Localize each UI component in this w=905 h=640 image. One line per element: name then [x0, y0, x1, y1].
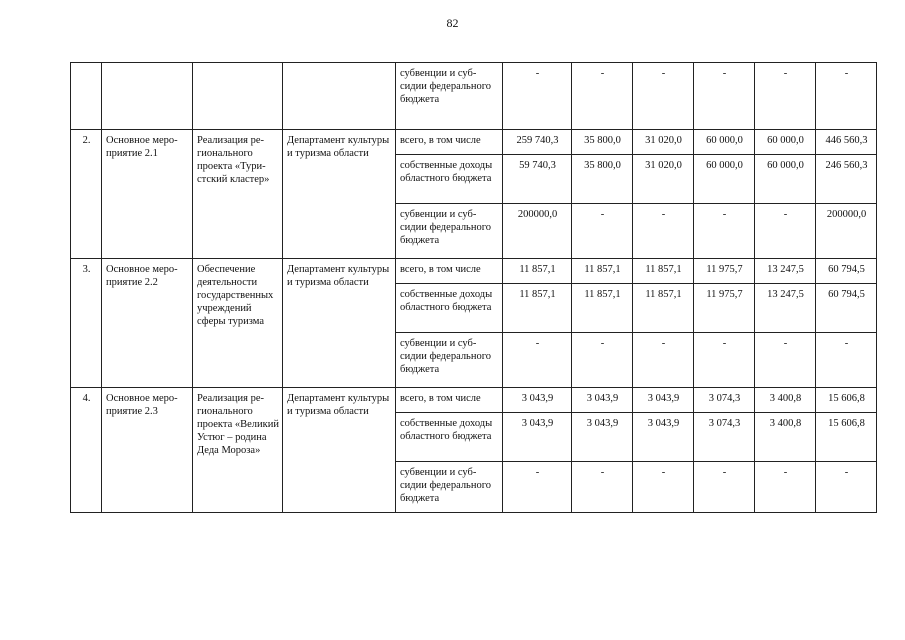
- value-cell: -: [755, 63, 816, 130]
- value-cell: 60 794,5: [816, 284, 877, 333]
- value-cell: -: [755, 333, 816, 388]
- source-cell: всего, в том числе: [396, 388, 503, 413]
- value-cell: 3 074,3: [694, 388, 755, 413]
- value-cell: -: [755, 204, 816, 259]
- value-cell: -: [816, 462, 877, 513]
- value-cell: 11 857,1: [503, 284, 572, 333]
- continuation-row: [71, 63, 877, 130]
- name-cell: Реализация регионального проекта «Туристский кластер»: [193, 130, 283, 259]
- value-cell: 13 247,5: [755, 259, 816, 284]
- num-cell: [71, 63, 102, 130]
- num-cell: 4.: [71, 388, 102, 513]
- value-cell: 15 606,8: [816, 388, 877, 413]
- source-cell: субвенции и субсидии федерального бюджета: [396, 333, 503, 388]
- value-cell: 13 247,5: [755, 284, 816, 333]
- value-cell: 200000,0: [816, 204, 877, 259]
- value-cell: 60 000,0: [755, 130, 816, 155]
- value-cell: -: [816, 333, 877, 388]
- value-cell: 3 400,8: [755, 413, 816, 462]
- value-cell: 31 020,0: [633, 130, 694, 155]
- source-cell: всего, в том числе: [396, 259, 503, 284]
- value-cell: 11 857,1: [633, 259, 694, 284]
- value-cell: -: [572, 462, 633, 513]
- executor-cell: Департамент культуры и туризма области: [283, 130, 396, 259]
- value-cell: 60 000,0: [694, 155, 755, 204]
- page-number: 82: [446, 16, 459, 30]
- value-cell: 3 043,9: [633, 388, 694, 413]
- num-cell: 2.: [71, 130, 102, 259]
- value-cell: -: [503, 462, 572, 513]
- event-cell: [102, 63, 193, 130]
- value-cell: 3 400,8: [755, 388, 816, 413]
- value-cell: -: [572, 333, 633, 388]
- value-cell: 11 975,7: [694, 259, 755, 284]
- value-cell: 15 606,8: [816, 413, 877, 462]
- value-cell: 60 794,5: [816, 259, 877, 284]
- executor-cell: Департамент культуры и туризма области: [283, 388, 396, 513]
- value-cell: 11 857,1: [633, 284, 694, 333]
- executor-cell: [283, 63, 396, 130]
- event-cell: Основное мероприятие 2.3: [102, 388, 193, 513]
- value-cell: 3 043,9: [503, 388, 572, 413]
- value-cell: -: [694, 63, 755, 130]
- source-cell: всего, в том числе: [396, 130, 503, 155]
- value-cell: 246 560,3: [816, 155, 877, 204]
- name-cell: [193, 63, 283, 130]
- value-cell: 3 043,9: [503, 413, 572, 462]
- value-cell: -: [503, 333, 572, 388]
- event-cell: Основное мероприятие 2.2: [102, 259, 193, 388]
- value-cell: 60 000,0: [755, 155, 816, 204]
- table-row: [71, 388, 877, 413]
- value-cell: -: [694, 204, 755, 259]
- value-cell: 59 740,3: [503, 155, 572, 204]
- source-cell: собственные доходы областного бюджета: [396, 284, 503, 333]
- value-cell: 60 000,0: [694, 130, 755, 155]
- value-cell: 200000,0: [503, 204, 572, 259]
- value-cell: -: [755, 462, 816, 513]
- value-cell: -: [633, 63, 694, 130]
- funding-table: [70, 62, 877, 513]
- table-row: [71, 259, 877, 284]
- value-cell: -: [572, 204, 633, 259]
- value-cell: 3 074,3: [694, 413, 755, 462]
- value-cell: -: [633, 333, 694, 388]
- event-cell: Основное мероприятие 2.1: [102, 130, 193, 259]
- value-cell: -: [633, 204, 694, 259]
- value-cell: 11 975,7: [694, 284, 755, 333]
- source-cell: субвенции и субсидии федерального бюджета: [396, 204, 503, 259]
- name-cell: Обеспечение деятельности государственных учреждений сферы туризма: [193, 259, 283, 388]
- value-cell: 11 857,1: [572, 284, 633, 333]
- source-cell: собственные доходы областного бюджета: [396, 413, 503, 462]
- value-cell: 11 857,1: [572, 259, 633, 284]
- value-cell: 35 800,0: [572, 130, 633, 155]
- name-cell: Реализация регионального проекта «Великий Устюг – родина Деда Мороза»: [193, 388, 283, 513]
- value-cell: -: [694, 462, 755, 513]
- source-cell: собственные доходы областного бюджета: [396, 155, 503, 204]
- source-cell: субвенции и субсидии федерального бюджета: [396, 462, 503, 513]
- table-row: [71, 130, 877, 155]
- value-cell: 3 043,9: [633, 413, 694, 462]
- value-cell: 3 043,9: [572, 388, 633, 413]
- value-cell: -: [572, 63, 633, 130]
- value-cell: -: [633, 462, 694, 513]
- source-cell: субвенции и субсидии федерального бюджета: [396, 63, 503, 130]
- value-cell: 3 043,9: [572, 413, 633, 462]
- value-cell: -: [694, 333, 755, 388]
- value-cell: -: [503, 63, 572, 130]
- value-cell: 35 800,0: [572, 155, 633, 204]
- num-cell: 3.: [71, 259, 102, 388]
- value-cell: -: [816, 63, 877, 130]
- value-cell: 446 560,3: [816, 130, 877, 155]
- value-cell: 31 020,0: [633, 155, 694, 204]
- value-cell: 259 740,3: [503, 130, 572, 155]
- value-cell: 11 857,1: [503, 259, 572, 284]
- executor-cell: Департамент культуры и туризма области: [283, 259, 396, 388]
